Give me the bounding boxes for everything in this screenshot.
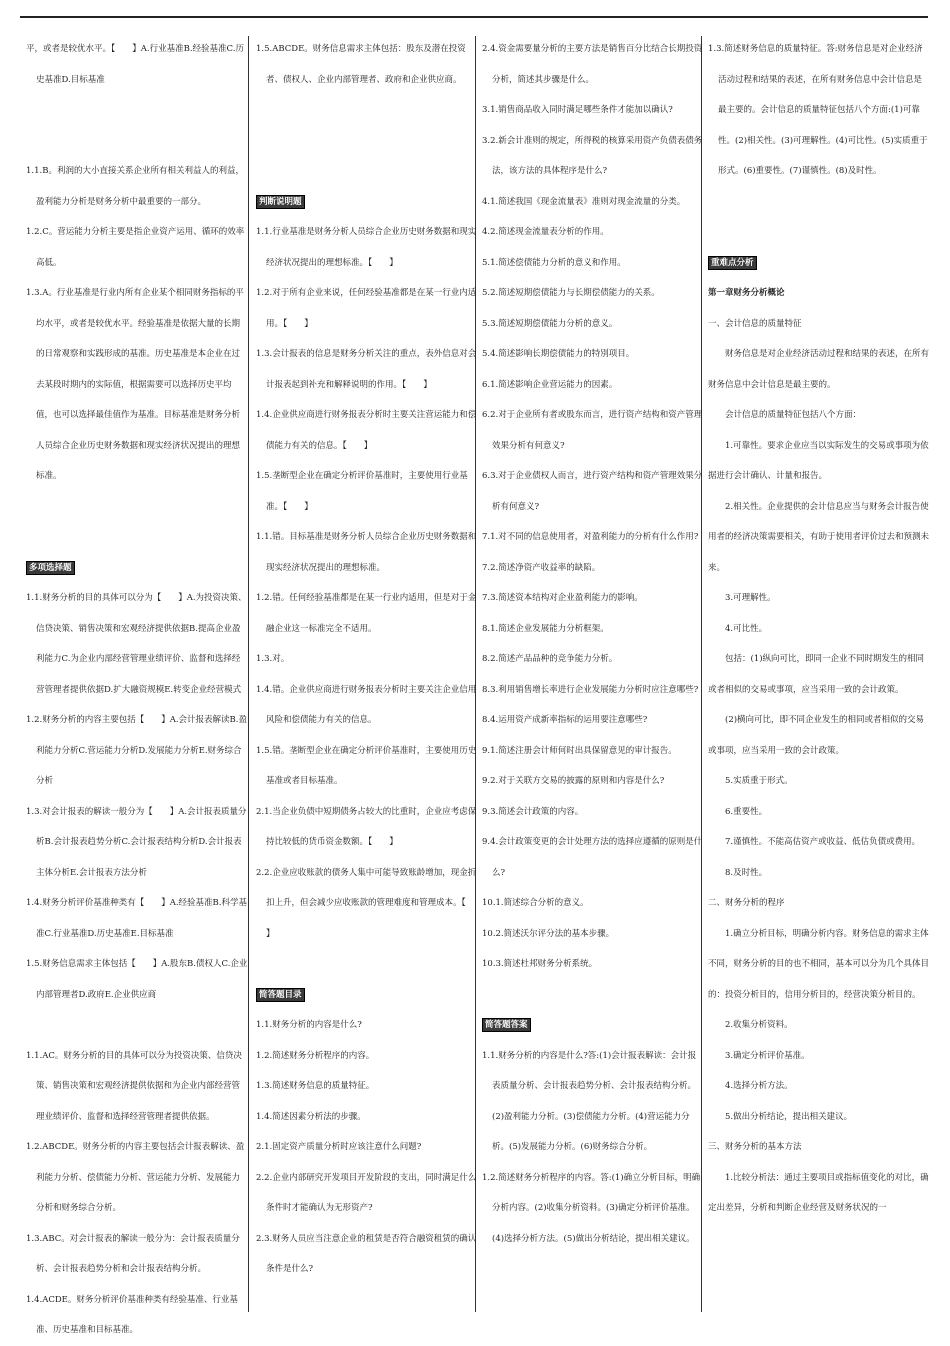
paragraph: 2.收集分析资料。 bbox=[725, 1020, 793, 1030]
paragraph: 9.1.简述注册会计师何时出具保留意见的审计报告。 bbox=[482, 745, 677, 756]
paragraph: 4.选择分析方法。 bbox=[725, 1081, 793, 1091]
paragraph: 2.2.企业应收账款的债务人集中可能导致账龄增加，现金折扣上升，但会减少应收账款的管理难度和管理成本。【 】 bbox=[256, 867, 483, 939]
paragraph: 1.3.简述财务信息的质量特征。答:财务信息是对企业经济活动过程和结果的表述，在所有财务信息中会计信息是最主要的。会计信息的质量特征包括八个方面:(1)可靠性。(2)相关性。(3)可理解性。(4)可比性。(5)实质重于形式。(6)重要性。(7)谨慎性。(8)及时性。 bbox=[708, 44, 928, 176]
paragraph: 8.及时性。 bbox=[725, 867, 768, 878]
paragraph: 10.2.简述沃尔评分法的基本步骤。 bbox=[482, 928, 615, 939]
paragraph: 9.4.会计政策变更的会计处理方法的选择应遵循的原则是什么? bbox=[482, 837, 703, 878]
section-heading: 重难点分析 bbox=[708, 256, 757, 270]
paragraph: 1.2.对于所有企业来说，任何经验基准都是在某一行业内适用。【 】 bbox=[256, 288, 477, 329]
paragraph: 1.2.错。任何经验基准都是在某一行业内适用，但是对于金融企业这一标准完全不适用。 bbox=[256, 593, 477, 634]
paragraph: 1.1.财务分析的内容是什么? bbox=[256, 1020, 362, 1030]
paragraph: 9.2.对于关联方交易的披露的原则和内容是什么? bbox=[482, 776, 665, 786]
paragraph: 1.1.财务分析的内容是什么?答:(1)会计报表解读：会计报表质量分析、会计报表趋势分析、会计报表结构分析。(2)盈利能力分析。(3)偿债能力分析。(4)营运能力分析。(5)发展能力分析。(6)财务综合分析。 bbox=[482, 1050, 697, 1152]
paragraph: 1.4.简述因素分析法的步骤。 bbox=[256, 1111, 366, 1122]
paragraph: 1.2.简述财务分析程序的内容。 bbox=[256, 1050, 375, 1061]
column-4 bbox=[708, 34, 930, 1224]
paragraph: 1.4.错。企业供应商进行财务报表分析时主要关注企业信用风险和偿债能力有关的信息。 bbox=[256, 684, 477, 725]
paragraph: 1.可靠性。要求企业应当以实际发生的交易或事项为依据进行会计确认、计量和报告。 bbox=[708, 440, 929, 481]
paragraph: 会计信息的质量特征包括八个方面： bbox=[725, 410, 862, 420]
paragraph: 4.可比性。 bbox=[725, 623, 768, 634]
paragraph: 6.1.简述影响企业营运能力的因素。 bbox=[482, 379, 618, 390]
paragraph: 2.1.固定资产质量分析时应该注意什么问题? bbox=[256, 1142, 422, 1152]
paragraph: 1.2.财务分析的内容主要包括【 】A.会计报表解读B.盈利能力分析C.营运能力分析D.发展能力分析E.财务综合分析 bbox=[26, 715, 248, 786]
paragraph: 8.2.简述产品品种的竞争能力分析。 bbox=[482, 654, 618, 664]
paragraph: 4.2.简述现金流量表分析的作用。 bbox=[482, 227, 609, 237]
paragraph: 1.5.ABCDE。财务信息需求主体包括：股东及潜在投资者、债权人、企业内部管理者、政府和企业供应商。 bbox=[256, 44, 466, 85]
paragraph: 1.1.AC。财务分析的目的具体可以分为投资决策、信贷决策、销售决策和宏观经济提供依据和为企业内部经营管理业绩评价、监督和选择经营管理者提供依据。 bbox=[26, 1050, 242, 1122]
paragraph: 4.1.简述我国《现金流量表》准则对现金流量的分类。 bbox=[482, 196, 686, 207]
paragraph: 3.1.销售商品收入同时满足哪些条件才能加以确认? bbox=[482, 105, 673, 115]
paragraph: 1.1.行业基准是财务分析人员综合企业历史财务数据和现实经济状况提出的理想标准。【 】 bbox=[256, 227, 477, 268]
paragraph: 1.3.对会计报表的解读一般分为【 】A.会计报表质量分析B.会计报表趋势分析C.会计报表结构分析D.会计报表主体分析E.会计报表方法分析 bbox=[26, 806, 247, 878]
paragraph: 3.可理解性。 bbox=[725, 593, 776, 603]
column-2 bbox=[256, 34, 483, 1285]
column-1 bbox=[26, 34, 248, 1346]
paragraph: 1.3.对。 bbox=[256, 654, 290, 664]
paragraph: 财务信息是对企业经济活动过程和结果的表述，在所有财务信息中会计信息是最主要的。 bbox=[708, 349, 930, 390]
paragraph: 8.3.利用销售增长率进行企业发展能力分析时应注意哪些? bbox=[482, 684, 699, 695]
top-rule bbox=[20, 16, 928, 18]
paragraph: 平，或者是较优水平。【 】A.行业基准B.经验基准C.历史基准D.目标基准 bbox=[26, 44, 244, 85]
paragraph: 2.相关性。企业提供的会计信息应当与财务会计报告使用者的经济决策需要相关，有助于使用者评价过去和预测未来。 bbox=[708, 501, 930, 573]
paragraph: 10.3.简述杜邦财务分析系统。 bbox=[482, 959, 598, 969]
subsection-title: 一、会计信息的质量特征 bbox=[708, 318, 802, 329]
paragraph: 包括：(1)纵向可比，即同一企业不同时期发生的相同或者相似的交易或事项，应当采用一致的会计政策。 bbox=[708, 654, 925, 695]
paragraph: 3.2.新会计准则的规定，所得税的核算采用资产负债表债务法，该方法的具体程序是什么? bbox=[482, 135, 703, 176]
paragraph: 1.比较分析法：通过主要项目或指标值变化的对比，确定出差异，分析和判断企业经营及财务状况的一 bbox=[708, 1172, 929, 1213]
paragraph: (2)横向可比，即不同企业发生的相同或者相似的交易或事项，应当采用一致的会计政策。 bbox=[708, 715, 925, 756]
paragraph: 5.做出分析结论，提出相关建议。 bbox=[725, 1111, 853, 1122]
column-divider bbox=[248, 36, 249, 1312]
section-heading: 多项选择题 bbox=[26, 561, 75, 575]
subsection-title: 三、财务分析的基本方法 bbox=[708, 1142, 802, 1152]
paragraph: 5.4.简述影响长期偿债能力的特別项目。 bbox=[482, 349, 635, 359]
paragraph: 1.1.B。利润的大小直接关系企业所有相关利益人的利益，盈利能力分析是财务分析中最重要的一部分。 bbox=[26, 166, 244, 207]
column-3 bbox=[482, 34, 704, 1254]
subsection-title: 二、财务分析的程序 bbox=[708, 898, 785, 908]
paragraph: 1.2.ABCDE。财务分析的内容主要包括会计报表解读、盈利能力分析、偿债能力分析、营运能力分析、发展能力分析和财务综合分析。 bbox=[26, 1142, 245, 1213]
paragraph: 7.谨慎性。不能高估资产或收益、低估负债或费用。 bbox=[725, 837, 921, 847]
paragraph: 7.2.简述净资产收益率的缺陷。 bbox=[482, 562, 601, 573]
paragraph: 7.1.对不同的信息使用者，对盈利能力的分析有什么作用? bbox=[482, 532, 699, 542]
paragraph: 1.4.财务分析评价基准种类有【 】A.经验基准B.科学基准C.行业基准D.历史基准E.目标基准 bbox=[26, 898, 248, 939]
paragraph: 8.1.简述企业发展能力分析框架。 bbox=[482, 623, 609, 634]
paragraph: 1.2.C。营运能力分析主要是指企业资产运用、循环的效率高低。 bbox=[26, 227, 245, 268]
paragraph: 1.5.错。垄断型企业在确定分析评价基准时，主要使用历史基准或者目标基准。 bbox=[256, 745, 477, 786]
paragraph: 1.5.垄断型企业在确定分析评价基准时，主要使用行业基准。【 】 bbox=[256, 471, 468, 512]
paragraph: 5.1.简述偿债能力分析的意义和作用。 bbox=[482, 257, 626, 268]
section-heading: 判断说明题 bbox=[256, 195, 305, 209]
paragraph: 3.确定分析评价基准。 bbox=[725, 1050, 810, 1061]
paragraph: 2.4.资金需要量分析的主要方法是销售百分比结合长期投资分析，简述其步骤是什么。 bbox=[482, 44, 703, 85]
paragraph: 1.3.ABC。对会计报表的解读一般分为：会计报表质量分析、会计报表趋势分析和会计报表结构分析。 bbox=[26, 1233, 240, 1274]
paragraph: 7.3.简述资本结构对企业盈利能力的影响。 bbox=[482, 593, 643, 603]
paragraph: 9.3.简述会计政策的内容。 bbox=[482, 806, 584, 817]
paragraph: 6.3.对于企业债权人而言，进行资产结构和资产管理效果分析有何意义? bbox=[482, 471, 703, 512]
section-heading: 简答题答案 bbox=[482, 1018, 531, 1032]
paragraph: 6.2.对于企业所有者或股东而言，进行资产结构和资产管理效果分析有何意义? bbox=[482, 410, 703, 451]
paragraph: 5.实质重于形式。 bbox=[725, 776, 793, 786]
paragraph: 1.1.财务分析的目的具体可以分为【 】A.为投资决策、信贷决策、销售决策和宏观经济提供依据B.提高企业盈利能力C.为企业内部经营管理业绩评价、监督和选择经营管理者提供依据D.扩大融资规模E.转变企业经营模式 bbox=[26, 593, 247, 695]
paragraph: 5.3.简述短期偿债能力分析的意义。 bbox=[482, 318, 618, 329]
paragraph: 8.4.运用资产成新率指标的运用要注意哪些? bbox=[482, 715, 648, 725]
paragraph: 1.3.会计报表的信息是财务分析关注的重点，表外信息对会计报表起到补充和解释说明的作用。【 】 bbox=[256, 349, 477, 390]
paragraph: 1.3.简述财务信息的质量特征。 bbox=[256, 1081, 375, 1091]
paragraph: 1.确立分析目标，明确分析内容。财务信息的需求主体不同，财务分析的目的也不相同，基本可以分为几个具体目的：投资分析目的，信用分析目的，经营决策分析目的。 bbox=[708, 928, 930, 1000]
paragraph: 2.3.财务人员应当注意企业的租赁是否符合融资租赁的确认条件是什么? bbox=[256, 1233, 477, 1274]
section-heading: 简答题目录 bbox=[256, 988, 305, 1002]
paragraph: 1.4.企业供应商进行财务报表分析时主要关注营运能力和偿债能力有关的信息。【 】 bbox=[256, 410, 477, 451]
paragraph: 2.2.企业内部研究开发项目开发阶段的支出，同时满足什么条件时才能确认为无形资产? bbox=[256, 1172, 477, 1213]
paragraph: 6.重要性。 bbox=[725, 806, 768, 817]
paragraph: 1.2.简述财务分析程序的内容。答:(1)确立分析目标，明确分析内容。(2)收集分析资料。(3)确定分析评价基准。(4)选择分析方法。(5)做出分析结论，提出相关建议。 bbox=[482, 1172, 701, 1244]
paragraph: 2.1.当企业负债中短期债务占较大的比重时，企业应考虑保持比较低的货币资金数额。【 】 bbox=[256, 806, 477, 847]
paragraph: 1.1.错。目标基准是财务分析人员综合企业历史财务数据和现实经济状况提出的理想标准。 bbox=[256, 532, 477, 573]
paragraph: 1.5.财务信息需求主体包括【 】A.股东B.债权人C.企业内部管理者D.政府E.企业供应商 bbox=[26, 959, 248, 1000]
paragraph: 5.2.简述短期偿债能力与长期偿债能力的关系。 bbox=[482, 288, 660, 298]
chapter-title: 第一章财务分析概论 bbox=[708, 288, 785, 298]
paragraph: 10.1.简述综合分析的意义。 bbox=[482, 898, 589, 908]
paragraph: 1.4.ACDE。财务分析评价基准种类有经验基准、行业基准、历史基准和目标基准。 bbox=[26, 1294, 238, 1335]
paragraph: 1.3.A。行业基准是行业内所有企业某个相同财务指标的平均水平，或者是较优水平。经验基准是依据大量的长期的日常观察和实践形成的基准。历史基准是本企业在过去某段时期内的实际值，根据需要可以选择历史平均值，也可以选择最佳值作为基准。目标基准是财务分析人员综合企业历史财务数据和现实经济状况提出的理想标准。 bbox=[26, 288, 244, 481]
